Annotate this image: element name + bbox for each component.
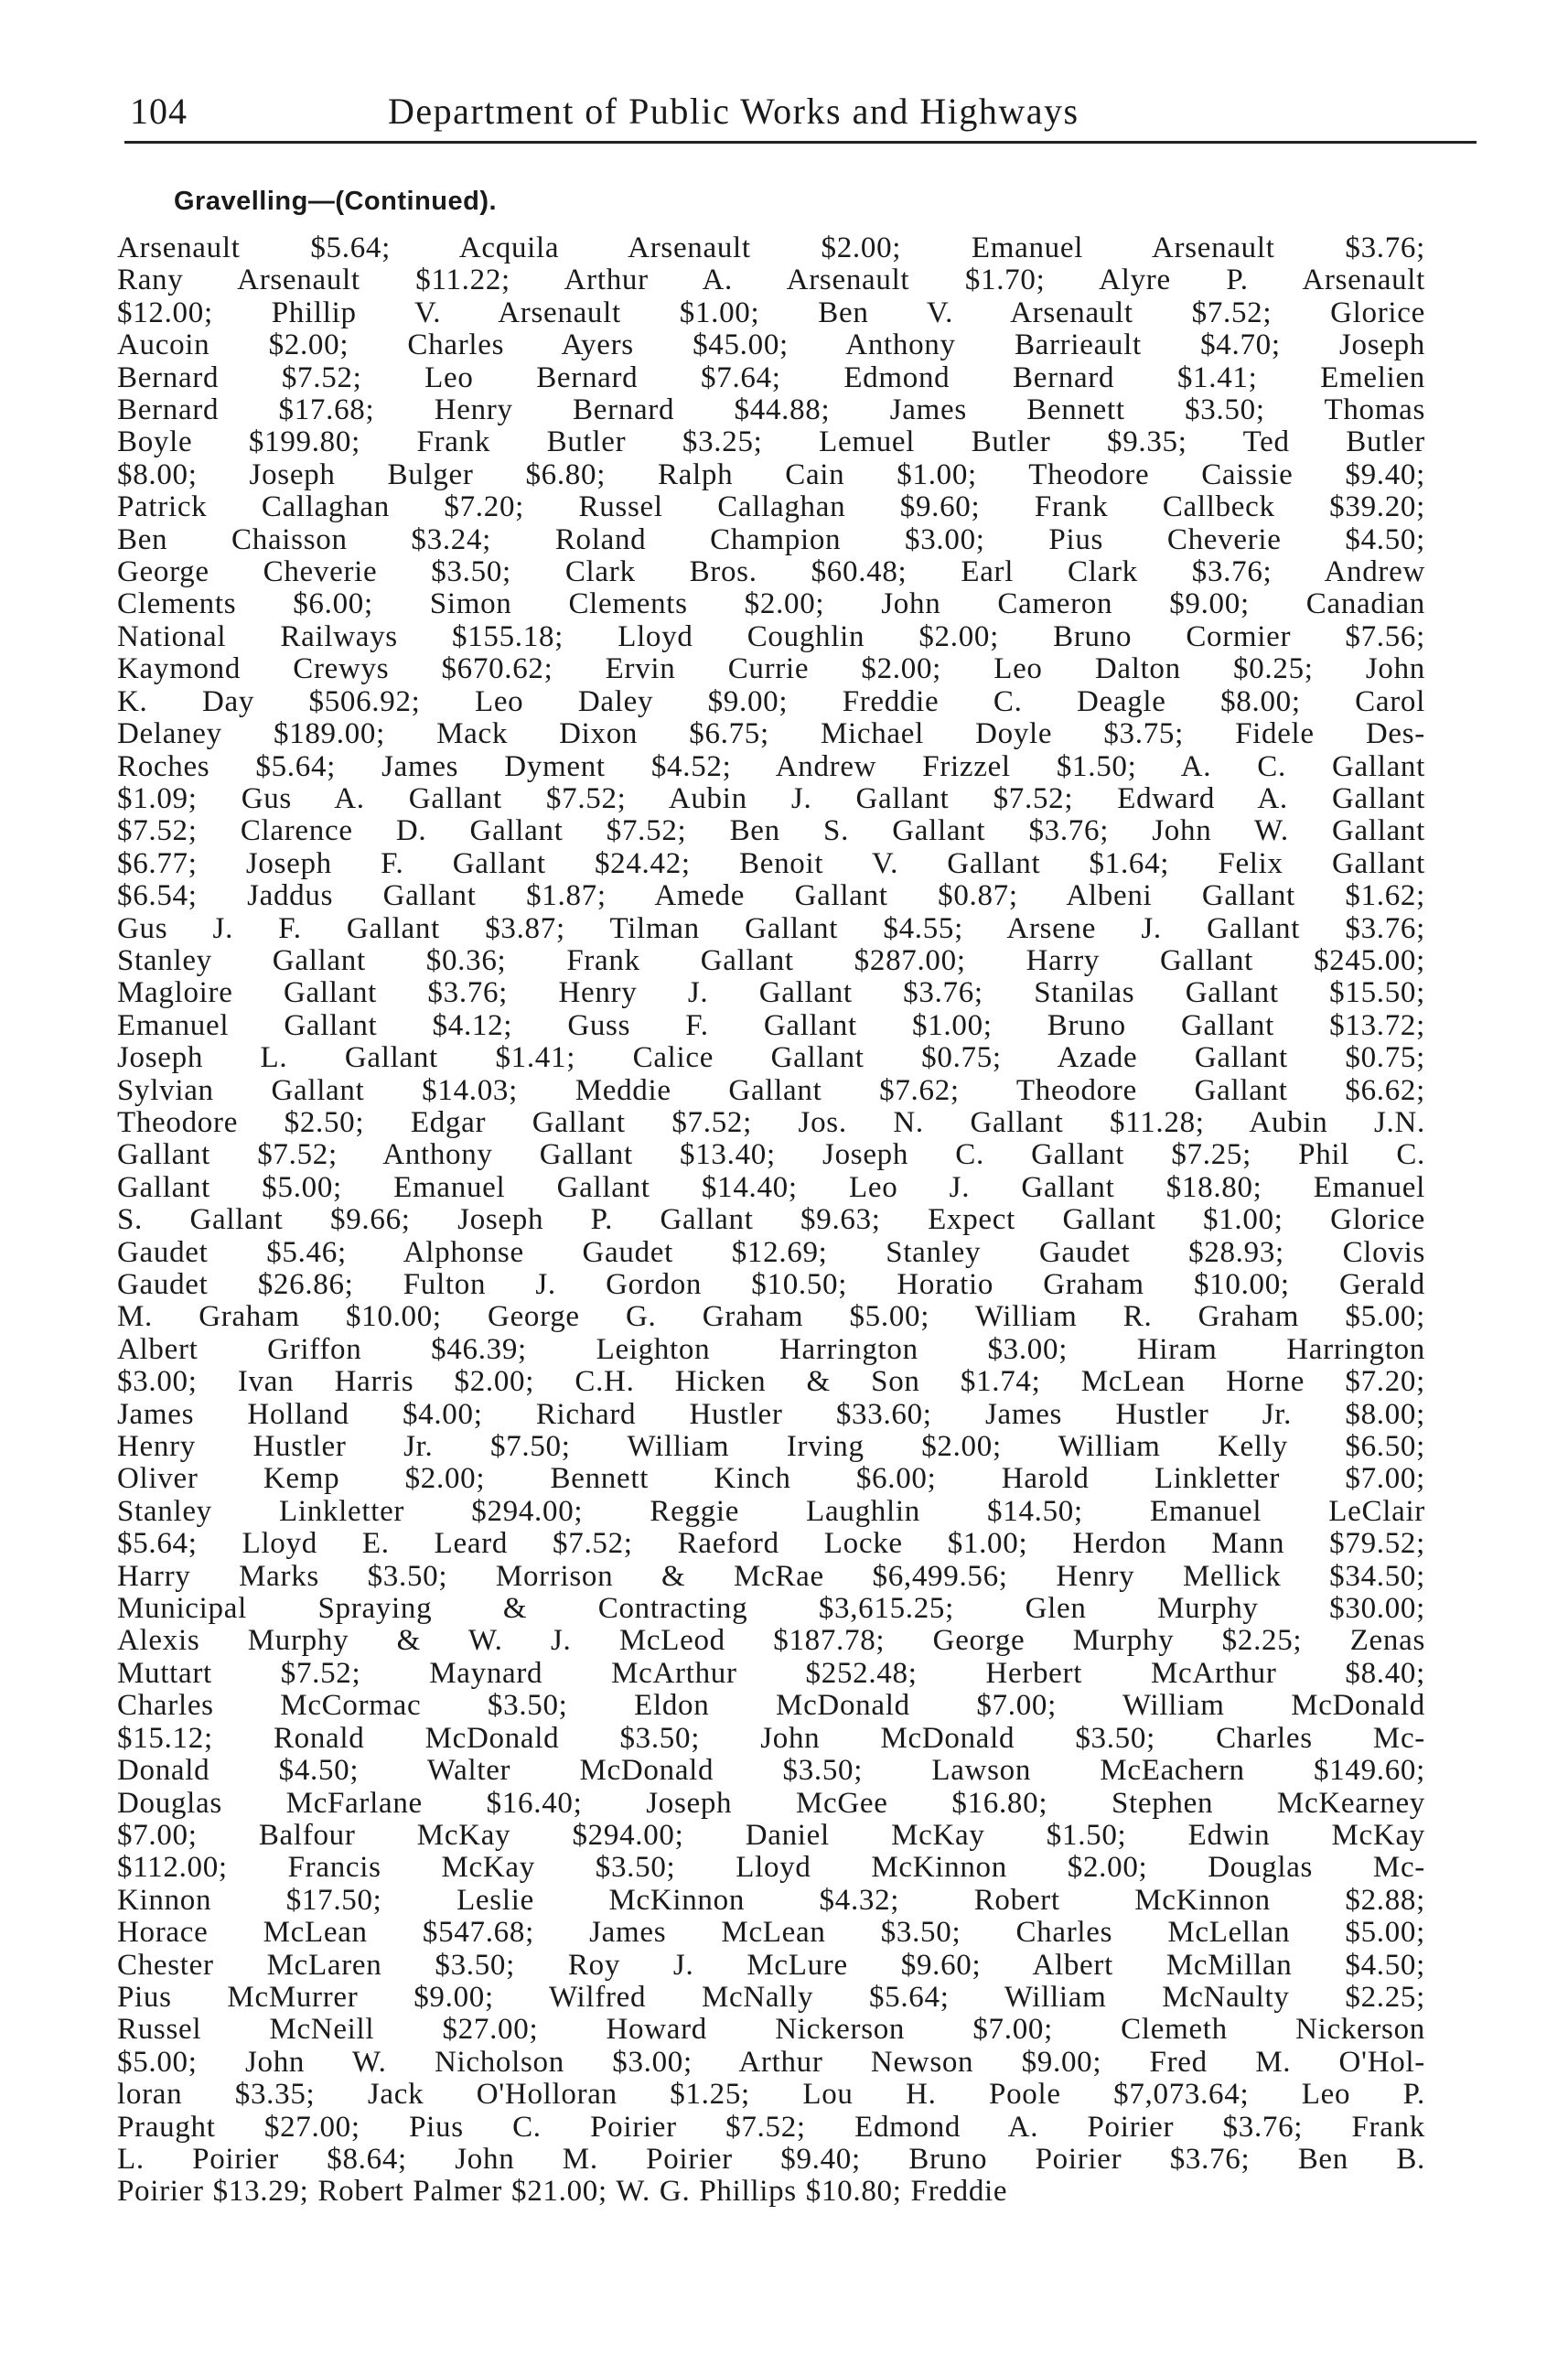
text-line: $6.77; Joseph F. Gallant $24.42; Benoit V. Gallant $1.64; Felix Gallant xyxy=(117,846,1425,880)
text-line: Bernard $7.52; Leo Bernard $7.64; Edmond Bernard $1.41; Emelien xyxy=(117,360,1425,394)
text-line: S. Gallant $9.66; Joseph P. Gallant $9.63; Expect Gallant $1.00; Glorice xyxy=(117,1203,1425,1237)
text-line: Donald $4.50; Walter McDonald $3.50; Lawson McEachern $149.60; xyxy=(117,1754,1425,1788)
text-line: M. Graham $10.00; George G. Graham $5.00; William R. Graham $5.00; xyxy=(117,1300,1425,1334)
text-line: $5.64; Lloyd E. Leard $7.52; Raeford Locke $1.00; Herdon Mann $79.52; xyxy=(117,1527,1425,1561)
text-line: Alexis Murphy & W. J. McLeod $187.78; George Murphy $2.25; Zenas xyxy=(117,1624,1425,1658)
text-line: Delaney $189.00; Mack Dixon $6.75; Michael Doyle $3.75; Fidele Des- xyxy=(117,717,1425,751)
text-line: Clements $6.00; Simon Clements $2.00; John Cameron $9.00; Canadian xyxy=(117,587,1425,621)
text-line: Bernard $17.68; Henry Bernard $44.88; James Bennett $3.50; Thomas xyxy=(117,393,1425,427)
text-line: Praught $27.00; Pius C. Poirier $7.52; Edmond A. Poirier $3.76; Frank xyxy=(117,2110,1425,2144)
header-rule xyxy=(124,141,1477,144)
text-line: Gallant $5.00; Emanuel Gallant $14.40; Leo J. Gallant $18.80; Emanuel xyxy=(117,1170,1425,1204)
text-line: Emanuel Gallant $4.12; Guss F. Gallant $1.00; Bruno Gallant $13.72; xyxy=(117,1008,1425,1042)
text-line: L. Poirier $8.64; John M. Poirier $9.40; Bruno Poirier $3.76; Ben B. xyxy=(117,2142,1425,2176)
text-line: Sylvian Gallant $14.03; Meddie Gallant $7.62; Theodore Gallant $6.62; xyxy=(117,1073,1425,1107)
text-line: $7.00; Balfour McKay $294.00; Daniel McKay $1.50; Edwin McKay xyxy=(117,1818,1425,1852)
text-line: Chester McLaren $3.50; Roy J. McLure $9.60; Albert McMillan $4.50; xyxy=(117,1948,1425,1982)
text-line: Roches $5.64; James Dyment $4.52; Andrew Frizzel $1.50; A. C. Gallant xyxy=(117,749,1425,783)
page-header xyxy=(117,84,1427,139)
text-line: Henry Hustler Jr. $7.50; William Irving $2.00; William Kelly $6.50; xyxy=(117,1430,1425,1464)
text-line: Poirier $13.29; Robert Palmer $21.00; W. G. Phillips $10.80; Freddie xyxy=(117,2175,1008,2209)
text-line: Magloire Gallant $3.76; Henry J. Gallant $3.76; Stanilas Gallant $15.50; xyxy=(117,976,1425,1010)
text-line: Kaymond Crewys $670.62; Ervin Currie $2.00; Leo Dalton $0.25; John xyxy=(117,652,1425,686)
text-line: $112.00; Francis McKay $3.50; Lloyd McKinnon $2.00; Douglas Mc- xyxy=(117,1851,1425,1885)
text-line: Gaudet $26.86; Fulton J. Gordon $10.50; Horatio Graham $10.00; Gerald xyxy=(117,1268,1425,1301)
page-number: 104 xyxy=(130,91,188,132)
text-line: Patrick Callaghan $7.20; Russel Callaghan $9.60; Frank Callbeck $39.20; xyxy=(117,490,1425,524)
text-line: $1.09; Gus A. Gallant $7.52; Aubin J. Gallant $7.52; Edward A. Gallant xyxy=(117,781,1425,815)
text-line: James Holland $4.00; Richard Hustler $33.60; James Hustler Jr. $8.00; xyxy=(117,1397,1425,1431)
text-line: Theodore $2.50; Edgar Gallant $7.52; Jos. N. Gallant $11.28; Aubin J.N. xyxy=(117,1105,1425,1139)
running-title: Department of Public Works and Highways xyxy=(388,91,1079,132)
text-line: Aucoin $2.00; Charles Ayers $45.00; Anthony Barrieault $4.70; Joseph xyxy=(117,328,1425,362)
text-line: Stanley Linkletter $294.00; Reggie Laughlin $14.50; Emanuel LeClair xyxy=(117,1494,1425,1528)
text-line: Gus J. F. Gallant $3.87; Tilman Gallant $4.55; Arsene J. Gallant $3.76; xyxy=(117,911,1425,945)
text-line: Kinnon $17.50; Leslie McKinnon $4.32; Robert McKinnon $2.88; xyxy=(117,1883,1425,1917)
text-line: Gallant $7.52; Anthony Gallant $13.40; Joseph C. Gallant $7.25; Phil C. xyxy=(117,1138,1425,1172)
text-line: Pius McMurrer $9.00; Wilfred McNally $5.64; William McNaulty $2.25; xyxy=(117,1980,1425,2014)
text-line: Harry Marks $3.50; Morrison & McRae $6,499.56; Henry Mellick $34.50; xyxy=(117,1559,1425,1593)
text-line: Douglas McFarlane $16.40; Joseph McGee $16.80; Stephen McKearney xyxy=(117,1786,1425,1820)
text-line: $6.54; Jaddus Gallant $1.87; Amede Gallant $0.87; Albeni Gallant $1.62; xyxy=(117,879,1425,913)
body-paragraph xyxy=(117,232,1425,2209)
text-line: $5.00; John W. Nicholson $3.00; Arthur Newson $9.00; Fred M. O'Hol- xyxy=(117,2045,1425,2079)
text-line: Gaudet $5.46; Alphonse Gaudet $12.69; Stanley Gaudet $28.93; Clovis xyxy=(117,1235,1425,1269)
text-line: National Railways $155.18; Lloyd Coughlin $2.00; Bruno Cormier $7.56; xyxy=(117,619,1425,653)
text-line: K. Day $506.92; Leo Daley $9.00; Freddie C. Deagle $8.00; Carol xyxy=(117,684,1425,718)
text-line: $12.00; Phillip V. Arsenault $1.00; Ben V. Arsenault $7.52; Glorice xyxy=(117,296,1425,329)
text-line: $8.00; Joseph Bulger $6.80; Ralph Cain $1.00; Theodore Caissie $9.40; xyxy=(117,457,1425,491)
text-line: Municipal Spraying & Contracting $3,615.25; Glen Murphy $30.00; xyxy=(117,1592,1425,1626)
text-line: Russel McNeill $27.00; Howard Nickerson $7.00; Clemeth Nickerson xyxy=(117,2013,1425,2047)
text-line: Muttart $7.52; Maynard McArthur $252.48; Herbert McArthur $8.40; xyxy=(117,1656,1425,1690)
text-line: Arsenault $5.64; Acquila Arsenault $2.00; Emanuel Arsenault $3.76; xyxy=(117,231,1425,264)
text-line: Horace McLean $547.68; James McLean $3.50; Charles McLellan $5.00; xyxy=(117,1916,1425,1950)
text-line: $15.12; Ronald McDonald $3.50; John McDonald $3.50; Charles Mc- xyxy=(117,1721,1425,1755)
text-line: Ben Chaisson $3.24; Roland Champion $3.00; Pius Cheverie $4.50; xyxy=(117,522,1425,556)
text-line: Oliver Kemp $2.00; Bennett Kinch $6.00; Harold Linkletter $7.00; xyxy=(117,1462,1425,1496)
text-line: Charles McCormac $3.50; Eldon McDonald $7.00; William McDonald xyxy=(117,1689,1425,1723)
text-line: loran $3.35; Jack O'Holloran $1.25; Lou H. Poole $7,073.64; Leo P. xyxy=(117,2078,1425,2112)
text-line: $3.00; Ivan Harris $2.00; C.H. Hicken & Son $1.74; McLean Horne $7.20; xyxy=(117,1365,1425,1399)
text-line: George Cheverie $3.50; Clark Bros. $60.48; Earl Clark $3.76; Andrew xyxy=(117,555,1425,589)
text-line: Albert Griffon $46.39; Leighton Harrington $3.00; Hiram Harrington xyxy=(117,1332,1425,1366)
text-line: $7.52; Clarence D. Gallant $7.52; Ben S. Gallant $3.76; John W. Gallant xyxy=(117,814,1425,848)
text-line: Joseph L. Gallant $1.41; Calice Gallant $0.75; Azade Gallant $0.75; xyxy=(117,1041,1425,1075)
text-line: Rany Arsenault $11.22; Arthur A. Arsenault $1.70; Alyre P. Arsenault xyxy=(117,263,1425,297)
text-line: Stanley Gallant $0.36; Frank Gallant $287.00; Harry Gallant $245.00; xyxy=(117,943,1425,977)
section-heading: Gravelling—(Continued). xyxy=(174,187,498,216)
text-line: Boyle $199.80; Frank Butler $3.25; Lemuel Butler $9.35; Ted Butler xyxy=(117,425,1425,459)
